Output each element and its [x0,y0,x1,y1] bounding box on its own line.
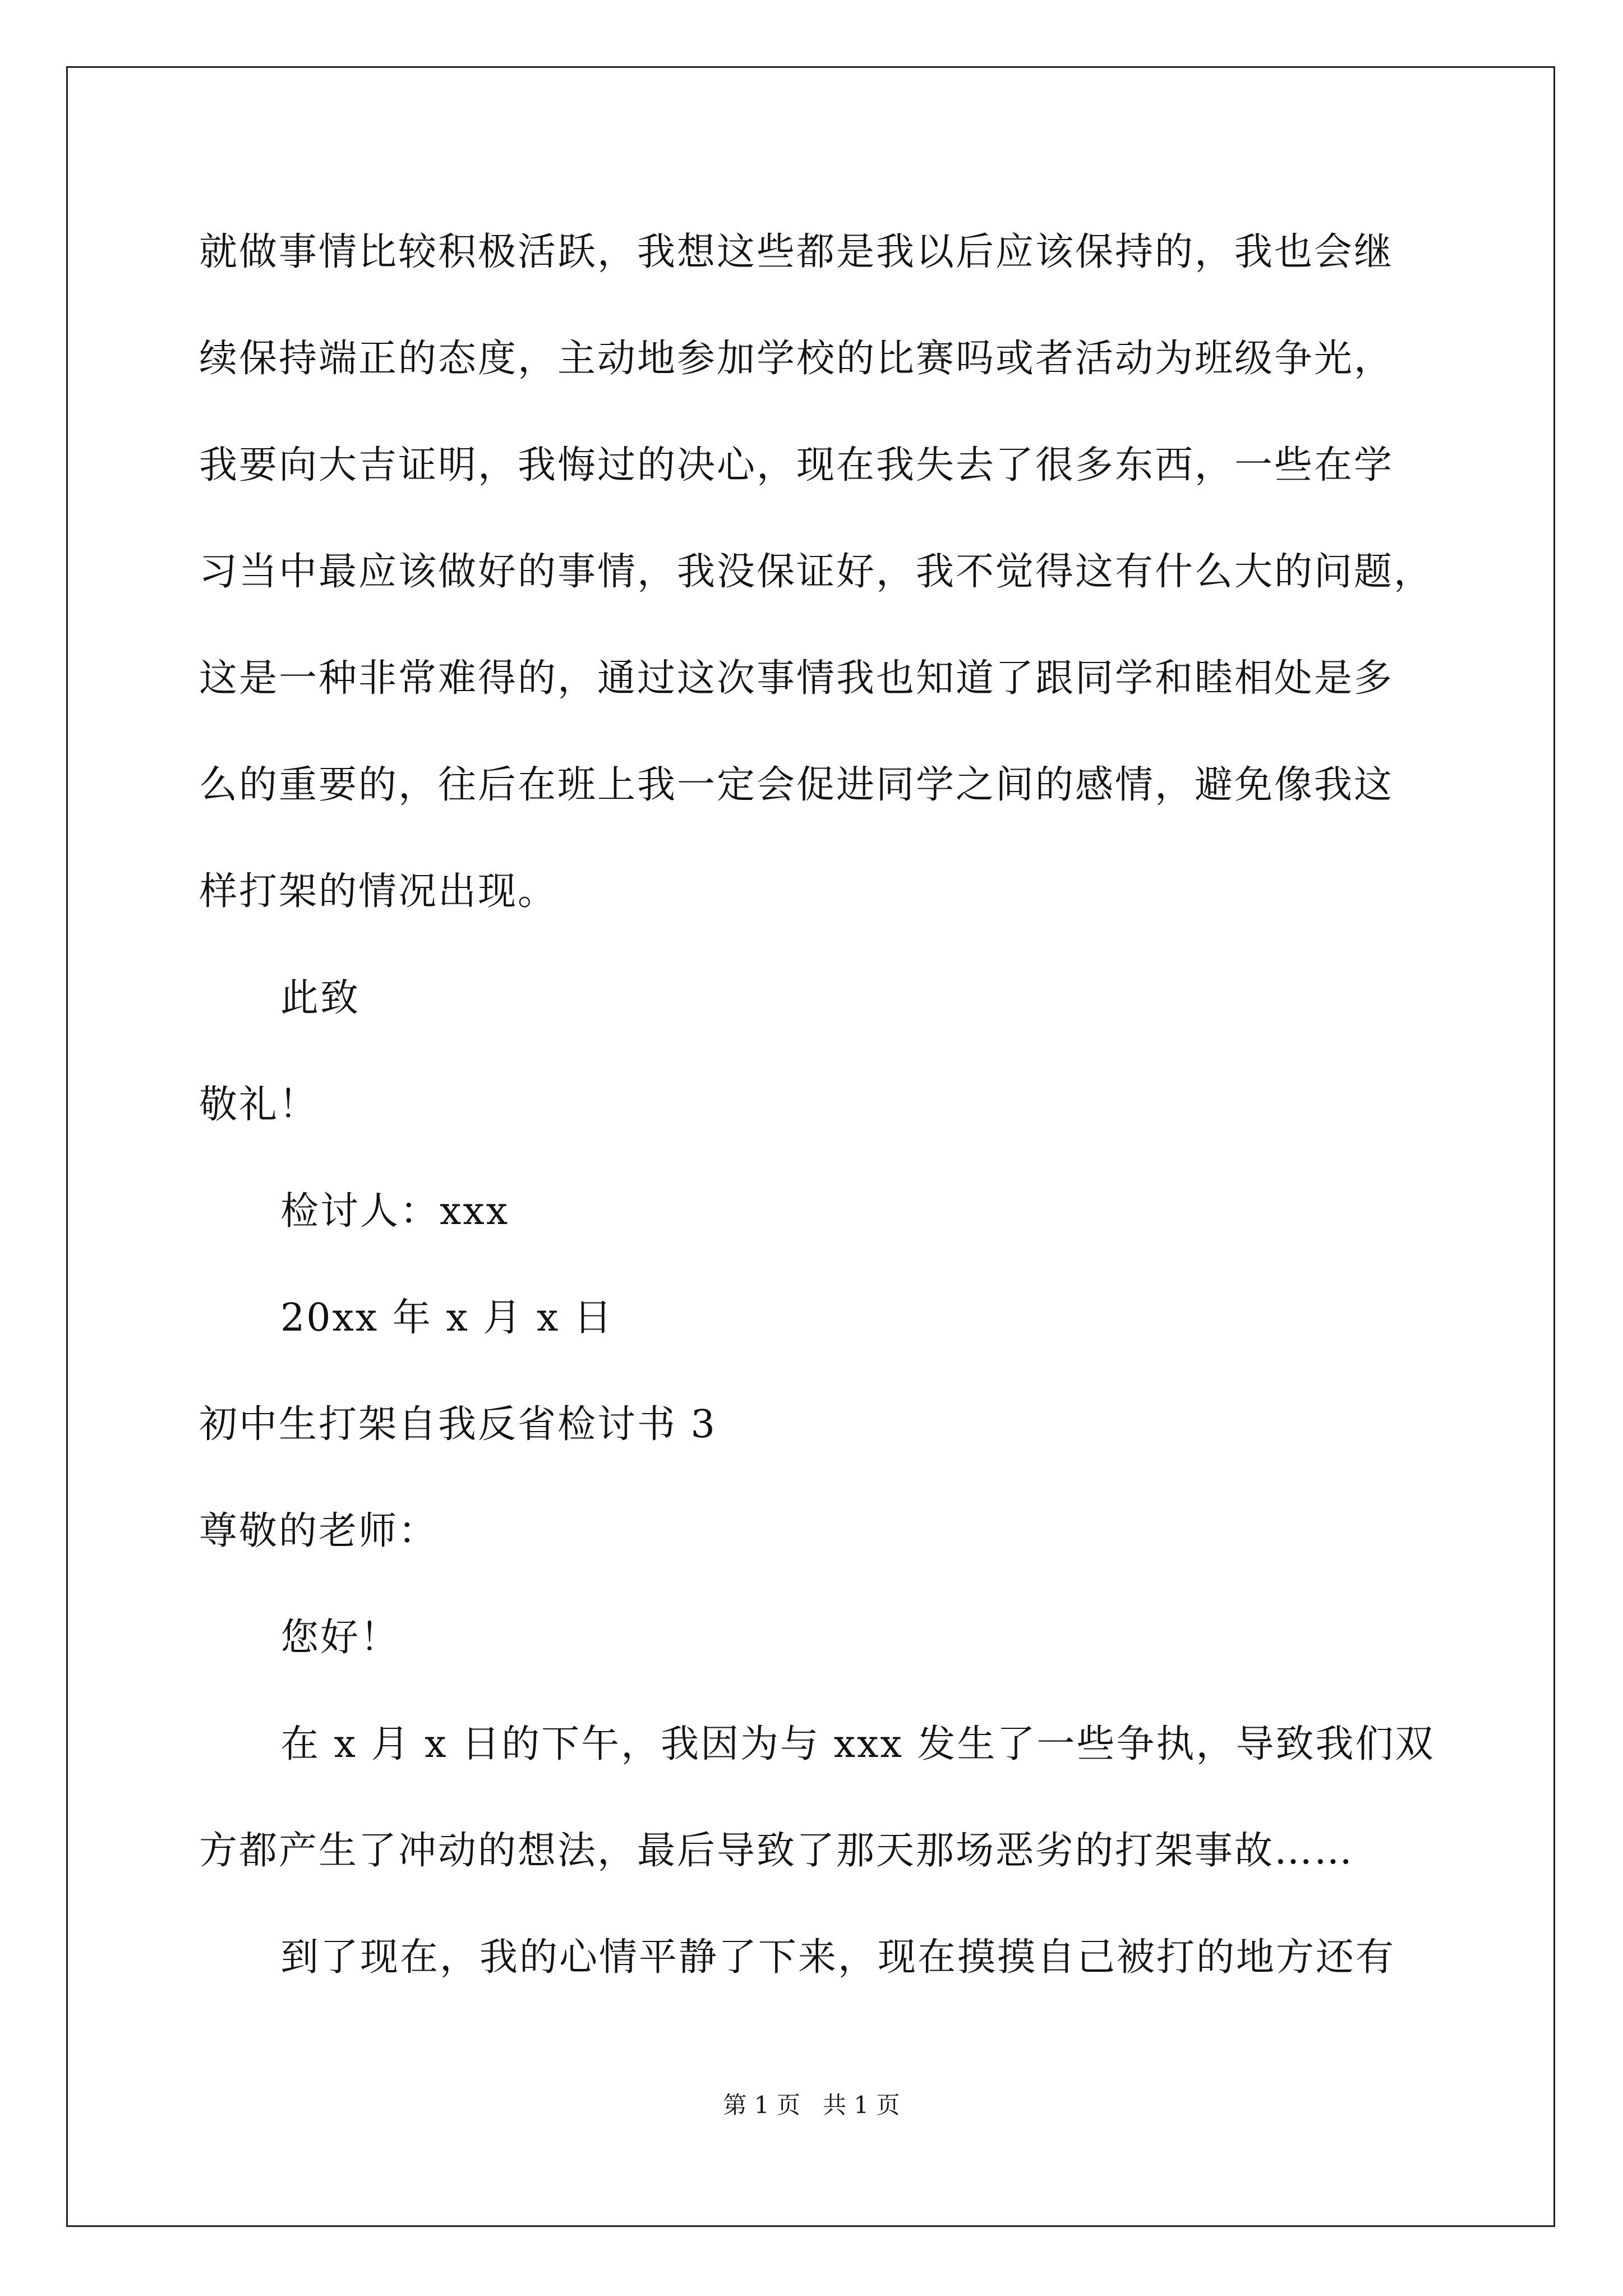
page-number-footer: 第 1 页 共 1 页 [723,2091,900,2119]
salutation: 尊敬的老师： [199,1509,439,1553]
body-line: 这是一种非常难得的，通过这次事情我也知道了跟同学和睦相处是多 [199,656,1394,701]
body-line: 方都产生了冲动的想法，最后导致了那天那场恶劣的打架事故…… [199,1829,1354,1873]
body-line: 样打架的情况出现。 [199,869,558,914]
body-line: 到了现在，我的心情平静了下来，现在摸摸自己被打的地方还有 [280,1935,1396,1980]
body-line: 续保持端正的态度，主动地参加学校的比赛吗或者活动为班级争光， [199,337,1394,381]
body-line: 在 x 月 x 日的下午，我因为与 xxx 发生了一些争执，导致我们双 [280,1722,1435,1766]
section-title: 初中生打架自我反省检讨书 3 [199,1402,717,1447]
date-line: 20xx 年 x 月 x 日 [280,1296,614,1340]
signature-line: 检讨人：xxx [280,1189,510,1234]
body-line: 习当中最应该做好的事情，我没保证好，我不觉得这有什么大的问题， [199,550,1434,594]
body-line: 么的重要的，往后在班上我一定会促进同学之间的感情，避免像我这 [199,763,1394,807]
body-line: 我要向大吉证明，我悔过的决心，现在我失去了很多东西，一些在学 [199,443,1394,487]
closing-salutation: 此致 [280,976,361,1020]
greeting: 您好！ [280,1616,400,1660]
body-line: 就做事情比较积极活跃，我想这些都是我以后应该保持的，我也会继 [199,230,1394,274]
closing-regards: 敬礼！ [199,1083,319,1127]
page-border [66,66,1555,2227]
